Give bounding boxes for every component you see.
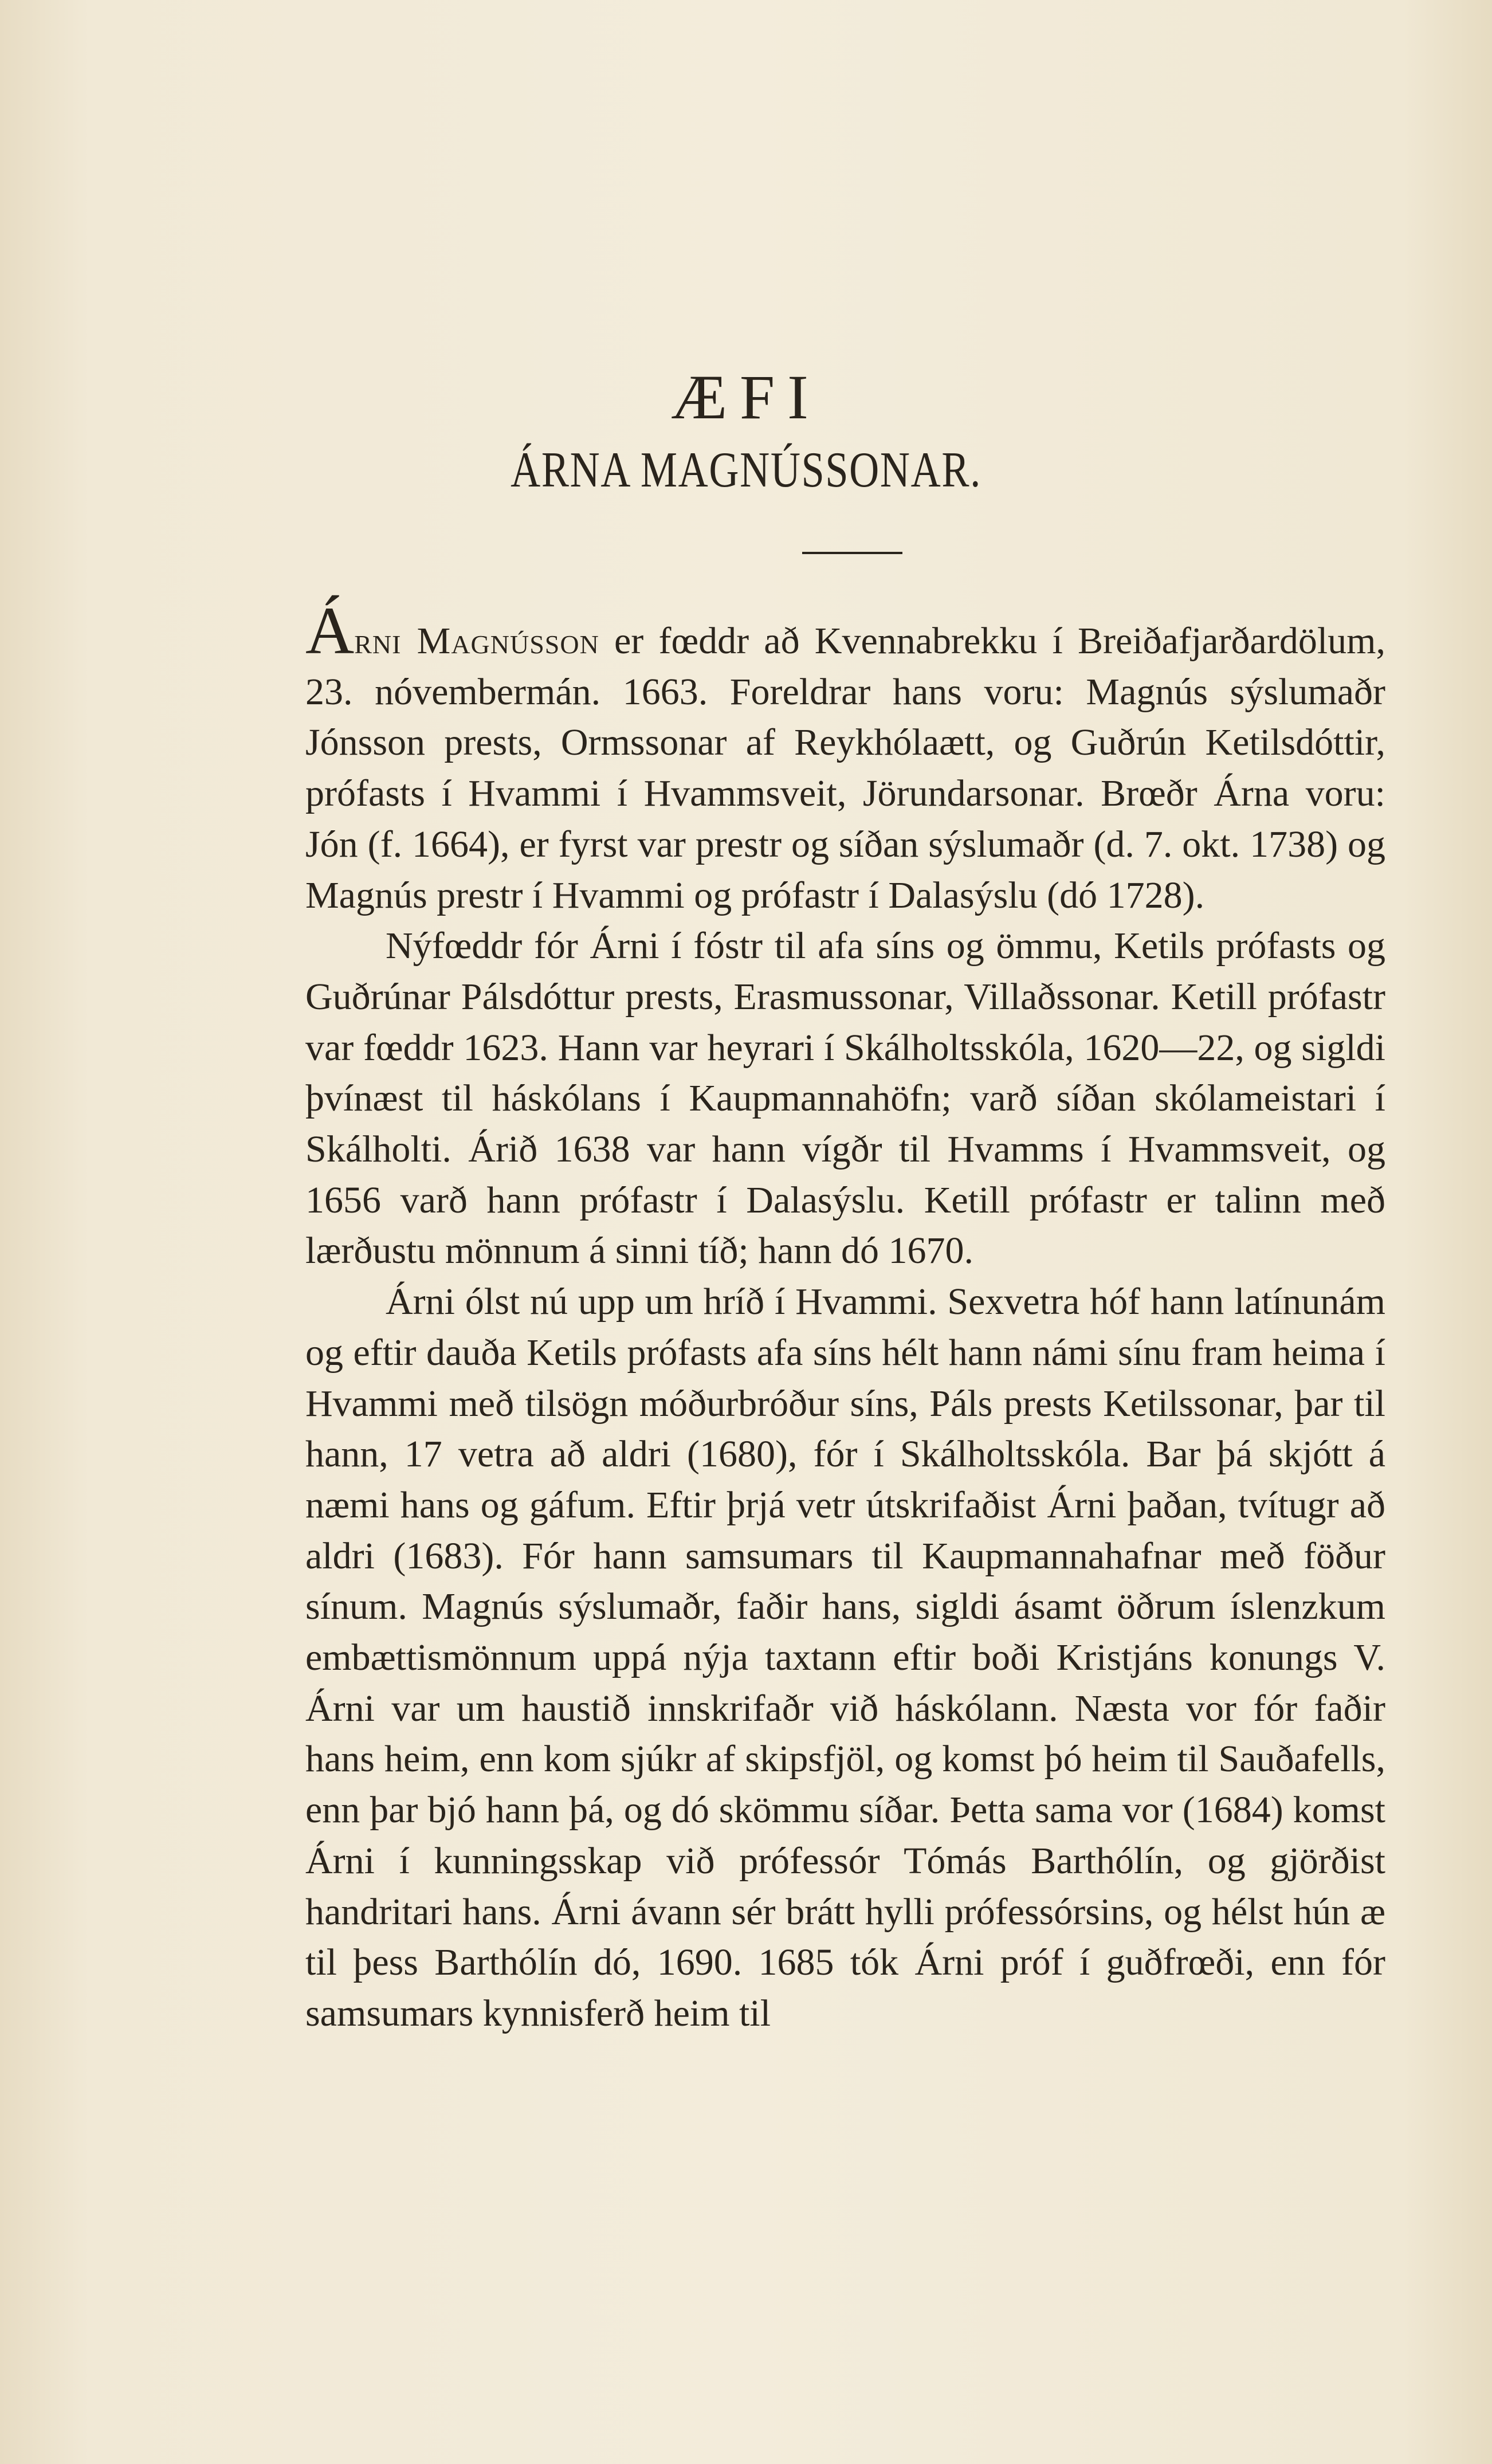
drop-cap: Á [305,593,355,668]
author-name: rni Magnússon [354,620,599,662]
body-text [305,593,1385,2039]
paragraph-2: Nýfœddr fór Árni í fóstr til afa síns og ömmu, Ketils prófasts og Guðrúnar Pálsdóttur prests, Erasmussonar, Villaðssonar. Ketill prófastr var fœddr 1623. Hann var heyrari í Skálholtsskóla, 1620—22, og sigldi þvínæst til háskólans í Kaupmannahöfn; varð síðan skólameistari í Skálholti. Árið 1638 var hann vígðr til Hvamms í Hvammsveit, og 1656 varð hann prófastr í Dalasýslu. Ketill prófastr er talinn með lærðustu mönnum á sinni tíð; hann dó 1670. [305,925,1385,1272]
paragraph-1-text: er fœddr að Kvennabrekku í Breiðafjarðardölum, 23. nóvembermán. 1663. Foreldrar hans voru: Magnús sýslumaðr Jónsson prests, Ormssonar af Reykhólaætt, og Guðrún Ketilsdóttir, prófasts í Hvammi í Hvammsveit, Jörundarsonar. Brœðr Árna voru: Jón (f. 1664), er fyrst var prestr og síðan sýslumaðr (d. 7. okt. 1738) og Magnús prestr í Hvammi og prófastr í Dalasýslu (dó 1728). [305,620,1385,916]
paragraph-1 [305,593,1385,921]
title-divider [802,552,902,554]
page-title: ÆFI [671,362,821,432]
paragraph-3: Árni ólst nú upp um hríð í Hvammi. Sexvetra hóf hann latínunám og eftir dauða Ketils prófasts afa síns hélt hann námi sínu fram heima í Hvammi með tilsögn móðurbróður síns, Páls prests Ketilssonar, þar til hann, 17 vetra að aldri (1680), fór í Skálholtsskóla. Bar þá skjótt á næmi hans og gáfum. Eftir þrjá vetr útskrifaðist Árni þaðan, tvítugr að aldri (1683). Fór hann samsumars til Kaupmannahafnar með föður sínum. Magnús sýslumaðr, faðir hans, sigldi ásamt öðrum íslenzkum embættismönnum uppá nýja taxtann eftir boði Kristjáns konungs V. Árni var um haustið innskrifaðr við háskólann. Næsta vor fór faðir hans heim, enn kom sjúkr af skipsfjöl, og komst þó heim til Sauðafells, enn þar bjó hann þá, og dó skömmu síðar. Þetta sama vor (1684) komst Árni í kunningsskap við prófessór Tómás Barthólín, og gjörðist handritari hans. Árni ávann sér brátt hylli prófessórsins, og hélst hún æ til þess Barthólín dó, 1690. 1685 tók Árni próf í guðfrœði, enn fór samsumars kynnisferð heim til [305,1281,1385,2034]
page-subtitle: ÁRNA MAGNÚSSONAR. [511,442,981,498]
